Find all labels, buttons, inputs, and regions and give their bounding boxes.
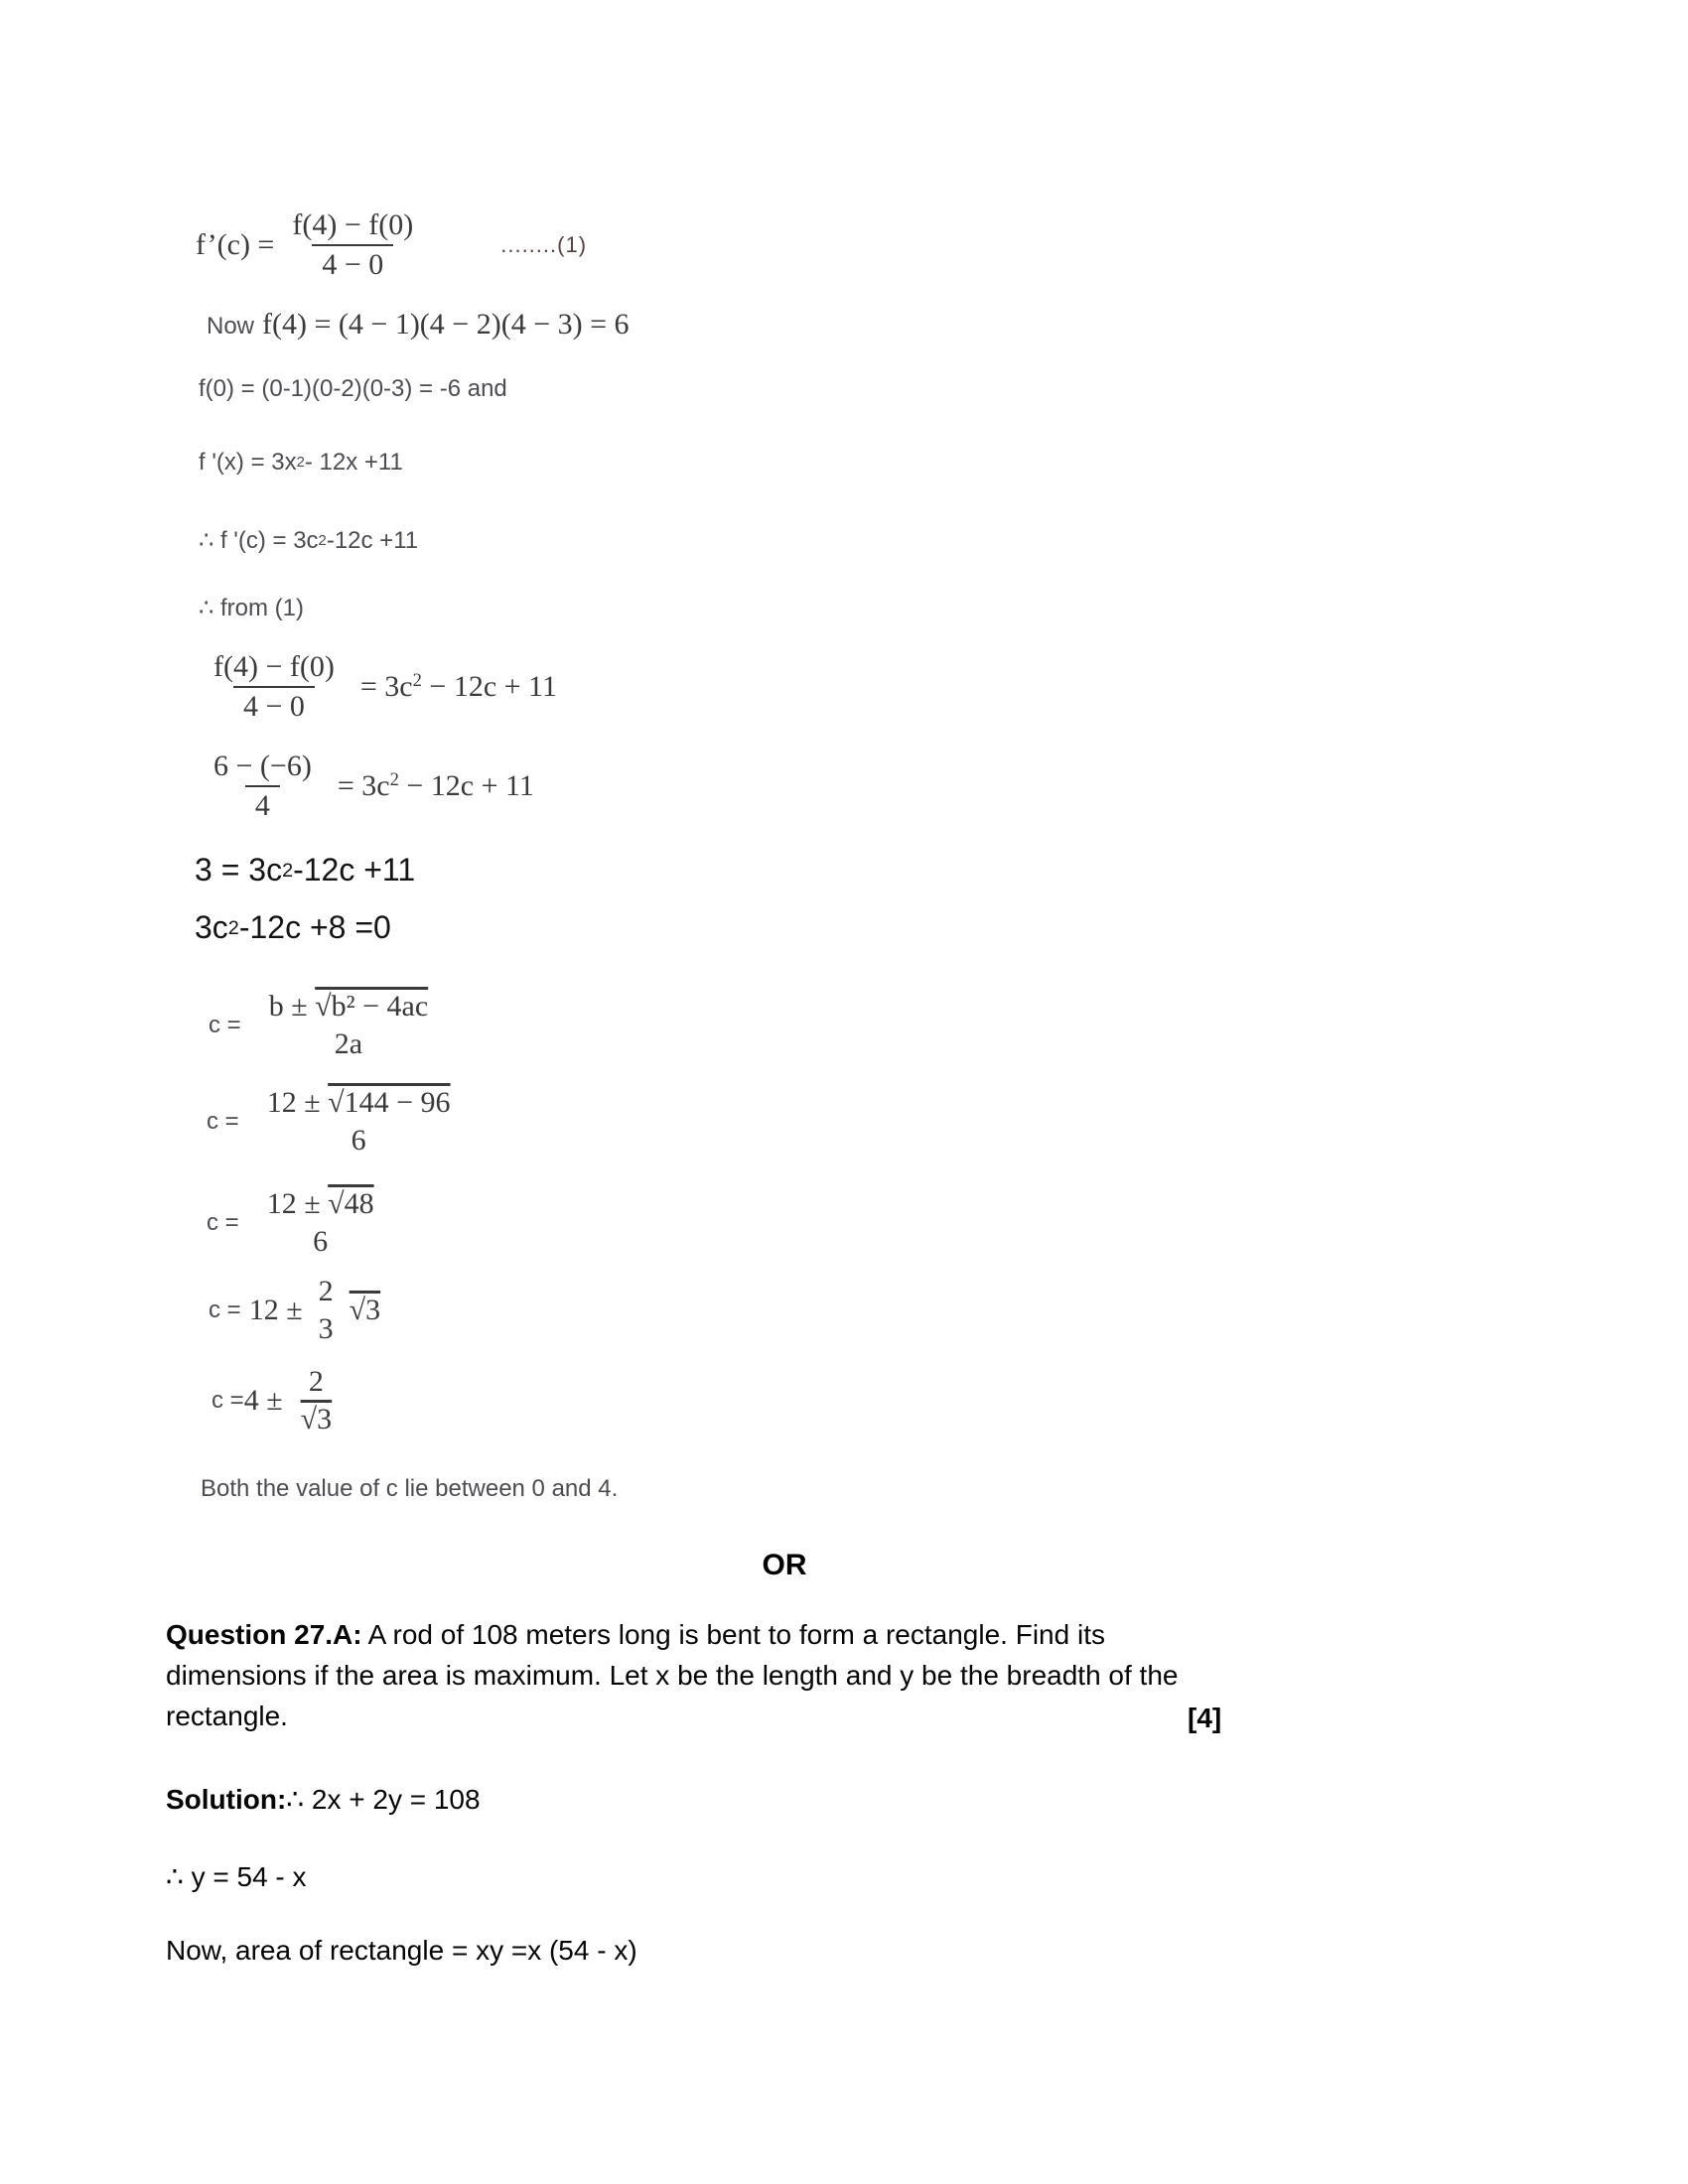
question-line-1 bbox=[166, 1618, 1105, 1652]
fraction-numerator: 2 bbox=[318, 1275, 334, 1307]
fraction bbox=[282, 206, 423, 284]
fraction-numerator: 12 ± √48 bbox=[266, 1187, 374, 1220]
formula-mid: 4 ± bbox=[243, 1384, 283, 1417]
sqrt-radicand: √b² − 4ac bbox=[315, 990, 429, 1023]
formula-rhs: = $3c^2 - 12c + 11$ bbox=[359, 669, 557, 703]
formula-rhs: = $3c^2 - 12c + 11$ bbox=[337, 768, 534, 802]
fraction bbox=[259, 988, 438, 1063]
fraction bbox=[291, 1363, 342, 1438]
formula-root-form-2 bbox=[211, 1358, 342, 1443]
fraction bbox=[204, 748, 322, 825]
fraction-denominator: 4 − 0 bbox=[233, 686, 315, 726]
fraction-numerator: f(4) − f(0) bbox=[292, 208, 414, 241]
fraction-denominator: 3 bbox=[318, 1312, 334, 1345]
superscript: 2 bbox=[389, 768, 399, 790]
fraction-denominator bbox=[291, 1401, 342, 1438]
fraction-numerator: 6 − (−6) bbox=[213, 750, 312, 782]
line-y-equals: ∴ y = 54 - x bbox=[166, 1861, 307, 1892]
superscript: 2 bbox=[412, 669, 422, 691]
question-text: A rod of 108 meters long is bent to form a rectangle. Find its bbox=[367, 1619, 1105, 1650]
formula-mvt-definition bbox=[196, 201, 587, 290]
formula-mid: 12 ± bbox=[248, 1294, 303, 1326]
question-line-3: rectangle. bbox=[166, 1701, 288, 1731]
question-label: Question 27.A: bbox=[166, 1619, 362, 1650]
sqrt-radicand: √3 bbox=[349, 1294, 381, 1326]
fraction-denominator: 4 − 0 bbox=[312, 244, 393, 284]
sqrt-radicand: √3 bbox=[300, 1403, 333, 1435]
line-derivative-fx: f '(x) = 3x 2 - 12x +11 bbox=[199, 449, 403, 476]
line-from-1: ∴ from (1) bbox=[199, 595, 304, 621]
line-f0-evaluation: f(0) = (0-1)(0-2)(0-3) = -6 and bbox=[199, 375, 507, 402]
formula-quadratic-step-2 bbox=[207, 1179, 384, 1267]
fraction-denominator: 6 bbox=[351, 1124, 366, 1157]
question-line-2: dimensions if the area is maximum. Let x be the length and y be the breadth of the bbox=[166, 1660, 1179, 1691]
solution-line bbox=[166, 1783, 481, 1817]
equation-tag: ........(1) bbox=[500, 232, 588, 257]
fraction bbox=[257, 1185, 384, 1261]
solution-text: ∴ 2x + 2y = 108 bbox=[286, 1784, 481, 1815]
line-quadratic-equation: 3c 2 -12c +8 =0 bbox=[195, 909, 391, 945]
formula-lhs: c = bbox=[209, 1297, 241, 1323]
fraction-numerator: 12 ± √144 − 96 bbox=[266, 1086, 451, 1119]
line-simplified-equation: 3 = 3c 2 -12c +11 bbox=[195, 852, 416, 887]
word-now: Now bbox=[207, 313, 255, 340]
formula-substitution-2 bbox=[204, 743, 534, 830]
fraction-denominator: 2a bbox=[334, 1027, 363, 1060]
fraction-numerator: 2 bbox=[308, 1365, 324, 1398]
fraction-denominator: 4 bbox=[245, 785, 280, 825]
fraction-numerator: f(4) − f(0) bbox=[213, 650, 335, 683]
formula-lhs: c = bbox=[209, 1012, 241, 1038]
formula-lhs: c = bbox=[207, 1209, 239, 1236]
formula-quadratic-general bbox=[209, 977, 438, 1074]
formula-lhs: f’(c) = bbox=[196, 228, 275, 261]
fraction-denominator: 6 bbox=[313, 1225, 329, 1258]
line-conclusion: Both the value of c lie between 0 and 4. bbox=[201, 1475, 619, 1502]
solution-label: Solution: bbox=[166, 1784, 287, 1815]
fraction bbox=[204, 648, 345, 726]
formula-root-form-1 bbox=[209, 1269, 380, 1352]
formula-lhs: c = bbox=[207, 1108, 239, 1135]
f4-expression: f(4) = (4 − 1)(4 − 2)(4 − 3) = 6 bbox=[262, 308, 630, 341]
fraction-numerator: b ± √b² − 4ac bbox=[268, 990, 429, 1023]
formula-substitution-1 bbox=[204, 643, 557, 731]
line-f4-evaluation bbox=[207, 308, 630, 341]
or-separator: OR bbox=[762, 1549, 807, 1581]
fraction bbox=[309, 1273, 344, 1348]
question-marks: [4] bbox=[1188, 1703, 1222, 1733]
formula-quadratic-step-1 bbox=[207, 1078, 461, 1165]
formula-lhs: c = bbox=[211, 1387, 244, 1414]
line-derivative-fc: ∴ f '(c) = 3c 2 -12c +11 bbox=[199, 526, 419, 554]
line-area-of-rectangle: Now, area of rectangle = xy =x (54 - x) bbox=[166, 1935, 637, 1966]
sqrt-radicand: √144 − 96 bbox=[328, 1086, 451, 1119]
sqrt-radicand: √48 bbox=[328, 1187, 374, 1220]
fraction bbox=[257, 1084, 461, 1160]
